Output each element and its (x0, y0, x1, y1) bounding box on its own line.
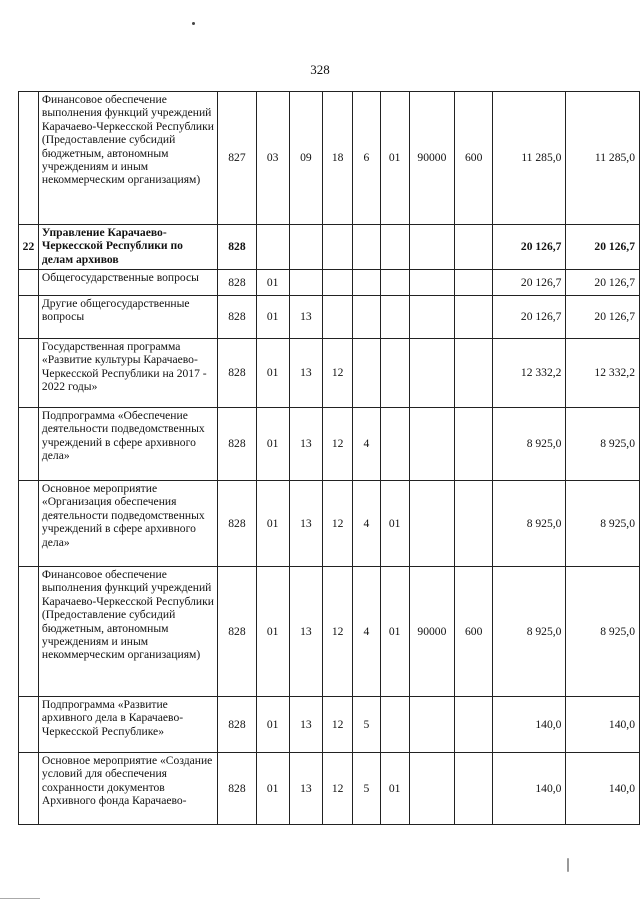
amount-2021-cell: 12 332,2 (566, 339, 640, 408)
row-index-cell: 22 (19, 225, 39, 270)
code-subsection-cell: 13 (289, 481, 323, 567)
amount-2021-cell: 140,0 (566, 697, 640, 753)
code-section-cell: 01 (256, 270, 289, 296)
row-index-cell (19, 481, 39, 567)
amount-2020-cell: 20 126,7 (493, 270, 566, 296)
code-subsection-cell: 13 (289, 339, 323, 408)
code-subsection-cell (289, 270, 323, 296)
code-subsection-cell: 13 (289, 567, 323, 697)
code-expense-type-cell: 600 (455, 567, 493, 697)
row-name-cell: Управление Карачаево-Черкесской Республики по делам архивов (38, 225, 217, 270)
amount-2020-cell: 12 332,2 (493, 339, 566, 408)
table-row (19, 481, 640, 567)
row-name-cell: Финансовое обеспечение выполнения функций учреждений Карачаево-Черкесской Республики (Предоставление субсидий бюджетным, автономным учреждениям и иным некоммерческим организациям) (38, 567, 217, 697)
code-subsection-cell: 13 (289, 697, 323, 753)
code-event-cell: 01 (380, 92, 409, 225)
row-name-cell: Подпрограмма «Развитие архивного дела в Карачаево-Черкесской Республике» (38, 697, 217, 753)
code-direction-cell (409, 339, 455, 408)
code-grbs-cell: 828 (218, 270, 257, 296)
code-direction-cell (409, 481, 455, 567)
code-subsection-cell: 13 (289, 408, 323, 481)
code-expense-type-cell: 600 (455, 92, 493, 225)
code-direction-cell (409, 697, 455, 753)
scan-speck (192, 22, 195, 25)
code-event-cell (380, 296, 409, 339)
code-subprogram-cell (353, 339, 381, 408)
code-expense-type-cell (455, 697, 493, 753)
code-program-cell: 12 (323, 567, 353, 697)
row-index-cell (19, 296, 39, 339)
table-row (19, 567, 640, 697)
code-direction-cell (409, 270, 455, 296)
code-program-cell: 12 (323, 697, 353, 753)
code-section-cell: 03 (256, 92, 289, 225)
code-expense-type-cell (455, 339, 493, 408)
amount-2021-cell: 20 126,7 (566, 270, 640, 296)
code-event-cell: 01 (380, 481, 409, 567)
code-program-cell: 12 (323, 753, 353, 825)
code-expense-type-cell (455, 270, 493, 296)
amount-2020-cell: 140,0 (493, 697, 566, 753)
code-subprogram-cell: 4 (353, 567, 381, 697)
table-row (19, 339, 640, 408)
code-grbs-cell: 828 (218, 408, 257, 481)
row-name-cell: Финансовое обеспечение выполнения функций учреждений Карачаево-Черкесской Республики (Предоставление субсидий бюджетным, автономным учреждениям и иным некоммерческим организациям) (38, 92, 217, 225)
row-name-cell: Подпрограмма «Обеспечение деятельности подведомственных учреждений в сфере архивного дела» (38, 408, 217, 481)
code-program-cell: 18 (323, 92, 353, 225)
code-event-cell (380, 408, 409, 481)
code-section-cell: 01 (256, 339, 289, 408)
code-subsection-cell: 13 (289, 753, 323, 825)
code-event-cell: 01 (380, 753, 409, 825)
code-direction-cell: 90000 (409, 567, 455, 697)
code-section-cell: 01 (256, 697, 289, 753)
amount-2020-cell: 8 925,0 (493, 481, 566, 567)
code-grbs-cell: 828 (218, 567, 257, 697)
code-subsection-cell: 13 (289, 296, 323, 339)
code-expense-type-cell (455, 408, 493, 481)
amount-2020-cell: 8 925,0 (493, 567, 566, 697)
code-direction-cell (409, 408, 455, 481)
code-subprogram-cell: 4 (353, 408, 381, 481)
amount-2021-cell: 11 285,0 (566, 92, 640, 225)
code-expense-type-cell (455, 225, 493, 270)
amount-2021-cell: 140,0 (566, 753, 640, 825)
row-name-cell: Государственная программа «Развитие культуры Карачаево-Черкесской Республики на 2017 - 2022 годы» (38, 339, 217, 408)
amount-2021-cell: 20 126,7 (566, 225, 640, 270)
row-index-cell (19, 567, 39, 697)
code-event-cell (380, 270, 409, 296)
row-index-cell (19, 270, 39, 296)
code-direction-cell: 90000 (409, 92, 455, 225)
table-row (19, 270, 640, 296)
row-name-cell: Другие общегосударственные вопросы (38, 296, 217, 339)
code-subsection-cell: 09 (289, 92, 323, 225)
row-index-cell (19, 408, 39, 481)
table-row (19, 697, 640, 753)
code-section-cell: 01 (256, 753, 289, 825)
amount-2021-cell: 8 925,0 (566, 481, 640, 567)
code-grbs-cell: 828 (218, 225, 257, 270)
code-program-cell: 12 (323, 408, 353, 481)
code-expense-type-cell (455, 296, 493, 339)
code-program-cell (323, 225, 353, 270)
amount-2021-cell: 8 925,0 (566, 408, 640, 481)
budget-table (18, 91, 640, 825)
code-expense-type-cell (455, 753, 493, 825)
amount-2020-cell: 8 925,0 (493, 408, 566, 481)
row-name-cell: Основное мероприятие «Создание условий для обеспечения сохранности документов Архивного фонда Карачаево- (38, 753, 217, 825)
code-subprogram-cell: 6 (353, 92, 381, 225)
amount-2020-cell: 140,0 (493, 753, 566, 825)
code-subprogram-cell (353, 296, 381, 339)
code-event-cell (380, 225, 409, 270)
code-grbs-cell: 828 (218, 753, 257, 825)
code-direction-cell (409, 753, 455, 825)
code-grbs-cell: 828 (218, 296, 257, 339)
row-index-cell (19, 339, 39, 408)
code-subprogram-cell: 5 (353, 753, 381, 825)
code-grbs-cell: 828 (218, 697, 257, 753)
row-name-cell: Общегосударственные вопросы (38, 270, 217, 296)
amount-2020-cell: 20 126,7 (493, 225, 566, 270)
code-subprogram-cell: 5 (353, 697, 381, 753)
code-program-cell (323, 270, 353, 296)
amount-2020-cell: 11 285,0 (493, 92, 566, 225)
code-direction-cell (409, 296, 455, 339)
code-program-cell: 12 (323, 481, 353, 567)
code-direction-cell (409, 225, 455, 270)
row-index-cell (19, 92, 39, 225)
scan-speck (0, 898, 40, 899)
code-grbs-cell: 828 (218, 339, 257, 408)
code-section-cell (256, 225, 289, 270)
code-event-cell: 01 (380, 567, 409, 697)
row-name-cell: Основное мероприятие «Организация обеспечения деятельности подведомственных учреждений в сфере архивного дела» (38, 481, 217, 567)
scan-speck (567, 858, 569, 872)
code-grbs-cell: 828 (218, 481, 257, 567)
code-expense-type-cell (455, 481, 493, 567)
amount-2021-cell: 8 925,0 (566, 567, 640, 697)
code-subprogram-cell (353, 225, 381, 270)
row-index-cell (19, 753, 39, 825)
table-row (19, 753, 640, 825)
code-section-cell: 01 (256, 408, 289, 481)
table-row (19, 408, 640, 481)
code-subsection-cell (289, 225, 323, 270)
code-subprogram-cell (353, 270, 381, 296)
code-program-cell (323, 296, 353, 339)
table-row (19, 225, 640, 270)
code-section-cell: 01 (256, 481, 289, 567)
amount-2021-cell: 20 126,7 (566, 296, 640, 339)
table-row (19, 92, 640, 225)
code-event-cell (380, 339, 409, 408)
code-event-cell (380, 697, 409, 753)
row-index-cell (19, 697, 39, 753)
table-row (19, 296, 640, 339)
code-section-cell: 01 (256, 567, 289, 697)
page-number: 328 (310, 62, 330, 77)
code-grbs-cell: 827 (218, 92, 257, 225)
code-subprogram-cell: 4 (353, 481, 381, 567)
code-section-cell: 01 (256, 296, 289, 339)
code-program-cell: 12 (323, 339, 353, 408)
amount-2020-cell: 20 126,7 (493, 296, 566, 339)
